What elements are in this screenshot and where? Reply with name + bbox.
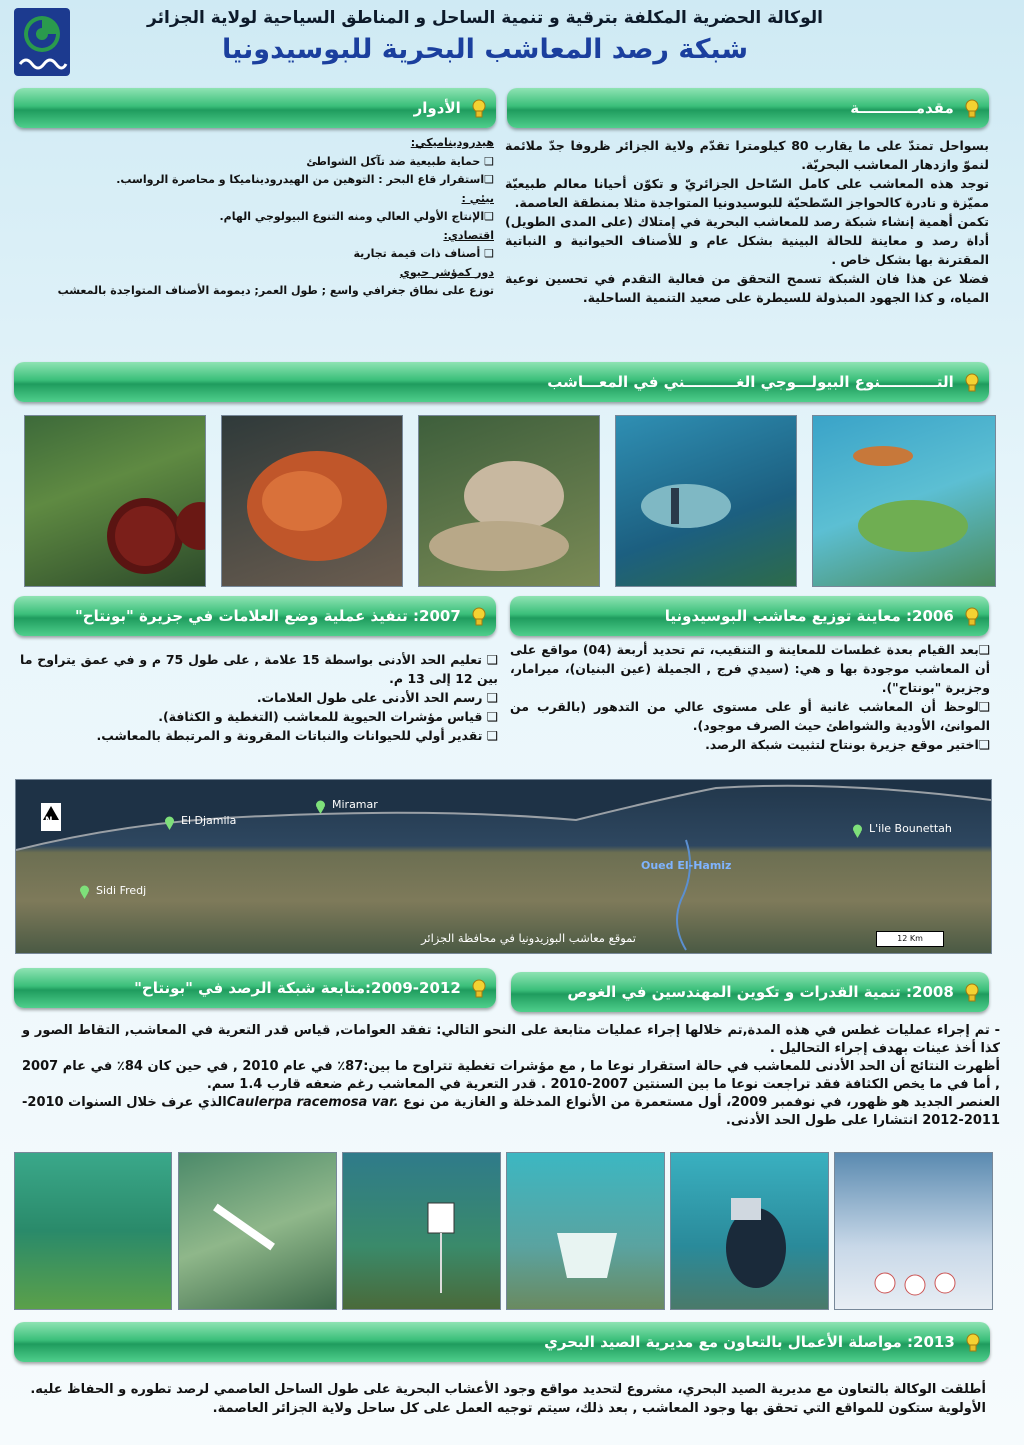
- buoy-anchor-photo: [506, 1152, 665, 1310]
- sample-analysis-photo: [834, 1152, 993, 1310]
- fisheries-2013-heading: 2013: مواصلة الأعمال بالتعاون مع مديرية الصيد البحري: [544, 1333, 955, 1351]
- map-label-ile-bounettah: L'ile Bounettah: [869, 822, 952, 835]
- biodiversity-banner: [14, 362, 989, 402]
- lightbulb-icon: [965, 373, 979, 393]
- map-pin-icon: [852, 824, 863, 838]
- diver-camera-photo: [670, 1152, 829, 1310]
- roles-list: [16, 134, 494, 301]
- map-scale-bar: 12 Km: [876, 931, 944, 947]
- survey-2006-item: ❑اختير موقع جزيرة بونتاح لتثبيت شبكة الرصد.: [705, 737, 990, 752]
- monitoring-invasive-intro: العنصر الجديد هو ظهور، في نوفمبر 2009، أول مستعمرة من الأنواع المدخلة و الغازية من نوع: [398, 1095, 1000, 1110]
- map-label-miramar: Miramar: [332, 798, 378, 811]
- intro-paragraph: بسواحل تمتدّ على ما يقارب 80 كيلومترا تقدّم ولاية الجزائر ظروفا جدّ ملائمة لنموّ وازدهار المعاشب البحريّة.: [505, 138, 989, 172]
- fisheries-paragraph: أطلقت الوكالة بالتعاون مع مديرية الصيد البحري، مشروع لتحديد مواقع وجود الأعشاب البحرية على طول الساحل العاصمي لرصد تطوره و الحفاظ عليه.: [30, 1382, 986, 1397]
- roles-banner: [14, 88, 496, 128]
- agency-name: الوكالة الحضرية المكلفة بترقية و تنمية الساحل و المناطق السياحية لولاية الجزائر: [147, 8, 823, 28]
- map-pin-icon: [315, 800, 326, 814]
- survey-2006-text: [510, 640, 990, 754]
- survey-2006-item: ❑لوحظ أن المعاشب غانية أو على مستوى عالي من التدهور (بالقرب من الموانئ، الأودية والشواطئ حيث الصرف موجود).: [510, 699, 990, 733]
- training-2008-heading: 2008: تنمية القدرات و تكوين المهندسين في الغوص: [567, 983, 954, 1001]
- roles-item: ❑ أصناف ذات قيمة تجارية: [353, 247, 494, 260]
- marker-beacon-photo: [342, 1152, 501, 1310]
- training-2008-banner: [511, 972, 989, 1012]
- sea-urchin-photo: [24, 415, 206, 587]
- lightbulb-icon: [472, 979, 486, 999]
- octopus-photo: [418, 415, 600, 587]
- monitoring-banner: [14, 968, 496, 1008]
- lightbulb-icon: [472, 607, 486, 627]
- survey-2006-banner: [510, 596, 989, 636]
- marking-2007-banner: [14, 596, 496, 636]
- monitoring-heading: 2009-2012:متابعة شبكة الرصد في "بونتاح": [134, 979, 461, 997]
- roles-item: ❑ حماية طبيعية ضد تآكل الشواطئ: [306, 154, 494, 168]
- monitoring-text: [22, 1022, 1000, 1130]
- agency-logo: [14, 8, 70, 76]
- map-caption: تموقع معاشب البوزيدونيا في محافظة الجزائر: [421, 931, 636, 945]
- intro-paragraph: توجد هذه المعاشب على كامل السّاحل الجزائريّ و تكوّن أحيانا معالم طبيعيّة مميّزة و نادرة كالحواجز السّطحيّة للبوسيدونيا المتواجدة مثلا بمنطقة العاصمة.: [505, 176, 989, 210]
- intro-text: [505, 136, 989, 307]
- seagrass-meadow-photo: [14, 1152, 172, 1310]
- intro-heading: مقدمـــــــــــة: [850, 99, 954, 117]
- lightbulb-icon: [472, 99, 486, 119]
- marking-2007-item: ❑ تعليم الحد الأدنى بواسطة 15 علامة , على طول 75 م و في عمق يتراوح ما بين 12 إلى 13 م.: [20, 652, 498, 686]
- roles-category: هيدروديناميكي:: [410, 136, 494, 149]
- biodiversity-heading: التـــــــــــنوع البيولـــوجي الغــــــــــني في المعـــاشب: [547, 373, 954, 391]
- marking-2007-item: ❑ قياس مؤشرات الحيوية للمعاشب (التغطية و الكثافة).: [158, 709, 498, 724]
- marking-2007-item: ❑ تقدير أولي للحيوانات والنباتات المقرونة و المرتبطة بالمعاشب.: [96, 728, 498, 743]
- page-title: شبكة رصد المعاشب البحرية للبوسيدونيا: [221, 34, 749, 65]
- monitoring-paragraph: [22, 1094, 1000, 1130]
- marking-2007-item: ❑ رسم الحد الأدنى على طول العلامات.: [256, 690, 498, 705]
- map-label-el-djamila: El Djamila: [181, 814, 237, 827]
- lightbulb-icon: [965, 983, 979, 1003]
- roles-category: بيئي :: [461, 191, 494, 205]
- intro-banner: [507, 88, 989, 128]
- north-arrow-label: N: [45, 816, 53, 826]
- roles-category: دور كمؤشر حيوي: [399, 265, 494, 279]
- species-name: Caulerpa racemosa var.: [226, 1095, 399, 1110]
- lightbulb-icon: [966, 1333, 980, 1353]
- map-label-sidi-fredj: Sidi Fredj: [96, 884, 147, 897]
- roles-item: ❑استقرار قاع البحر : التوهين من الهيدروديناميكا و محاصرة الرواسب.: [116, 173, 494, 186]
- intro-paragraph: فضلا عن هذا فان الشبكة تسمح التحقق من فعالية التقدم في تحسين نوعية المياه، و كذا الجهود المبذولة للسيطرة على صعيد التنمية الساحلية.: [505, 271, 989, 305]
- fisheries-2013-banner: [14, 1322, 990, 1362]
- monitoring-paragraph: أظهرت النتائج أن الحد الأدنى للمعاشب في حالة استقرار نوعا ما , مع مؤشرات تغطية تتراوح ما بين:87٪ في عام 2010 , في حين كان 84٪ في عام 2007 , أما في ما يخص الكثافة فقد تراجعت نوعا ما بين السنتين 2007-2010 . قدر التعرية في المعاشب رغم ضعفه قارب 1.4 سم.: [22, 1059, 1000, 1092]
- lightbulb-icon: [965, 607, 979, 627]
- map-pin-icon: [79, 885, 90, 899]
- roles-item: ❑الإنتاج الأولي العالي ومنه التنوع البيولوجي الهام.: [219, 210, 494, 223]
- intro-paragraph: تكمن أهمية إنشاء شبكة رصد للمعاشب البحرية في إمتلاك (على المدى الطويل) أداة رصد و معاينة للحالة البينية بشكل عام و للأصناف الحيوانية و النباتية المقترنة بها بشكل خاص .: [505, 214, 989, 267]
- parrotfish-photo: [615, 415, 797, 587]
- scorpionfish-photo: [221, 415, 403, 587]
- roles-heading: الأدوار: [413, 99, 461, 117]
- site-map: [15, 779, 992, 954]
- map-label-oued-el-hamiz: Oued El-Hamiz: [641, 859, 732, 872]
- roles-category: اقتصادي:: [443, 228, 494, 242]
- monitoring-invasive-spread: الذي عرف خلال السنوات 2010-2011-2012 انتشارا على طول الحد الأدنى.: [22, 1095, 1000, 1128]
- lightbulb-icon: [965, 99, 979, 119]
- marking-2007-heading: 2007: تنفيذ عملية وضع العلامات في جزيرة "بونتاح": [74, 607, 461, 625]
- salema-fish-photo: [812, 415, 996, 587]
- fisheries-paragraph: الأولوية ستكون للمواقع التي تحقق بها وجود المعاشب , بعد ذلك، سيتم توجيه العمل على كل ساحل ولاية الجزائر العاصمة.: [212, 1401, 986, 1416]
- marking-2007-text: [20, 650, 498, 745]
- map-pin-icon: [164, 816, 175, 830]
- survey-2006-item: ❑بعد القيام بعدة غطسات للمعاينة و التنقيب، تم تحديد أربعة (04) مواقع على أن المعاشب موجودة بها و هي: (سيدي فرج , الجميلة (عين البنيان)، ميرامار، وجزيرة "بونتاح").: [510, 642, 990, 695]
- monitoring-paragraph: - تم إجراء عمليات غطس في هذه المدة,تم خلالها إجراء عمليات متابعة على النحو التالي: تفقد العوامات, قياس قدر التعرية في المعاشب, التقاط الصور و كذا أخذ عينات بهدف إجراء التحاليل .: [22, 1023, 1000, 1056]
- fisheries-2013-text: [24, 1380, 986, 1418]
- quadrat-measurement-photo: [178, 1152, 337, 1310]
- survey-2006-heading: 2006: معاينة توزيع معاشب البوسيدونيا: [664, 607, 954, 625]
- roles-item: توزع على نطاق جغرافي واسع ; طول العمر; ديمومة الأصناف المتواجدة بالمعشب: [57, 284, 494, 297]
